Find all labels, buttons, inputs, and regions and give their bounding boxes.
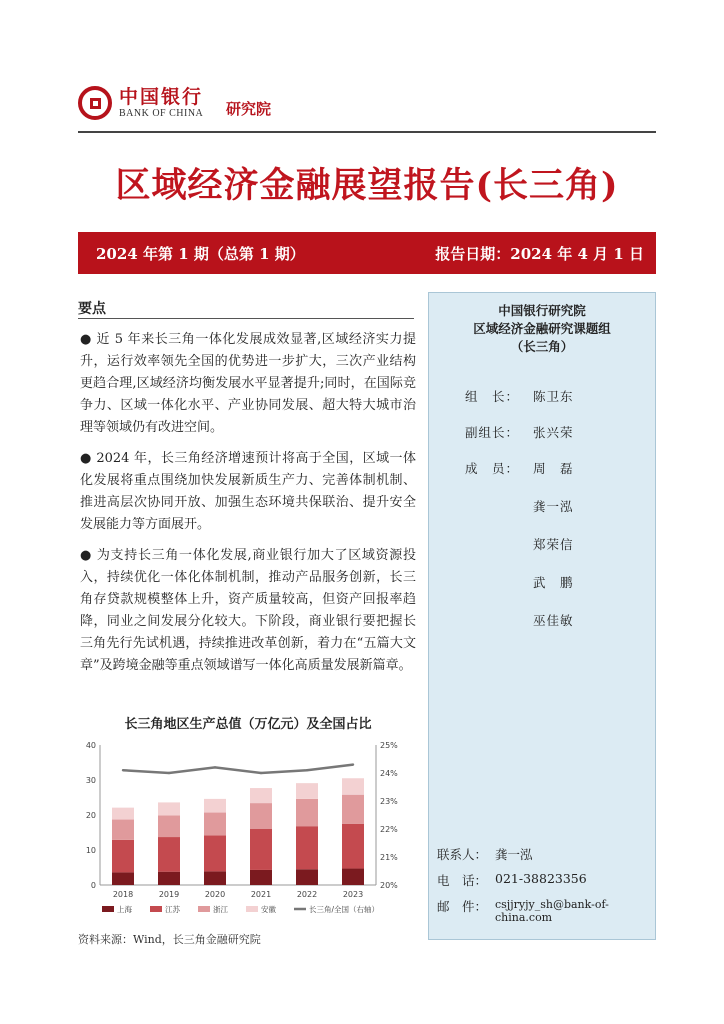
- chart-bar-segment: [112, 872, 134, 885]
- chart-y2-tick-label: 23%: [380, 797, 398, 806]
- chart-line-point: [122, 769, 124, 771]
- member-name: 巫佳敏: [533, 613, 574, 628]
- research-team-panel: [428, 292, 656, 940]
- leader-name: 陈卫东: [533, 389, 574, 404]
- chart-bar-segment: [158, 815, 180, 837]
- chart-bar-segment: [112, 840, 134, 873]
- contact-name: 龚一泓: [495, 847, 533, 862]
- contact-label: 联系人：: [437, 847, 488, 862]
- member-name: 武 鹏: [533, 575, 574, 590]
- chart-line-point: [168, 772, 170, 774]
- chart-bar-segment: [112, 820, 134, 840]
- key-points-list: [80, 329, 416, 686]
- chart-bar-segment: [250, 870, 272, 885]
- chart-y2-tick-label: 25%: [380, 741, 398, 750]
- chart-bar-segment: [158, 802, 180, 815]
- chart-bar-segment: [158, 872, 180, 885]
- chart-source: 资料来源：Wind，长三角金融研究院: [78, 933, 261, 946]
- chart-y-tick-label: 20: [85, 811, 96, 820]
- report-title: 区域经济金融展望报告(长三角): [115, 165, 619, 206]
- chart-series-line: [123, 765, 353, 773]
- chart-y-tick-label: 0: [90, 881, 96, 890]
- chart-x-tick-label: 2023: [342, 890, 364, 899]
- chart-legend-swatch: [198, 906, 210, 912]
- chart-bar-segment: [296, 869, 318, 885]
- key-point-item: ● 近 5 年来长三角一体化发展成效显著,区域经济实力提升，运行效率领先全国的优势进一步扩大，三次产业结构更趋合理,区域经济均衡发展水平显著提升;同时，在国际竞争力、区域一体化水平、产业协同发展、超大特大城市治理等领域仍有改进空间。: [80, 332, 416, 435]
- member-name: 周 磊: [533, 461, 574, 476]
- chart-x-tick-label: 2020: [204, 890, 226, 899]
- gdp-chart: [78, 737, 418, 921]
- header-divider: [78, 131, 656, 133]
- institute-label: 研究院: [226, 100, 272, 118]
- chart-legend-label: 上海: [117, 905, 132, 914]
- panel-org-line3: （长三角）: [510, 339, 574, 354]
- chart-bar-segment: [250, 829, 272, 870]
- chart-legend-label: 长三角/全国（右轴）: [309, 905, 380, 914]
- chart-bar-segment: [342, 824, 364, 869]
- chart-bar-segment: [296, 826, 318, 869]
- panel-org-line2: 区域经济金融研究课题组: [473, 321, 611, 336]
- chart-legend-swatch: [150, 906, 162, 912]
- chart-bar-segment: [296, 799, 318, 826]
- chart-x-tick-label: 2019: [158, 890, 180, 899]
- issue-bar: [78, 232, 656, 274]
- chart-y-tick-label: 10: [85, 846, 96, 855]
- chart-bar-segment: [250, 803, 272, 829]
- chart-title: 长三角地区生产总值（万亿元）及全国占比: [124, 717, 372, 732]
- chart-bar-segment: [342, 795, 364, 824]
- email-address: csjjryjy_sh@bank-of-china.com: [495, 898, 609, 924]
- chart-bar-segment: [342, 778, 364, 794]
- chart-y2-tick-label: 24%: [380, 769, 398, 778]
- deputy-label: 副组长：: [465, 425, 520, 440]
- key-points-heading: 要点: [78, 301, 106, 317]
- chart-line-point: [214, 766, 216, 768]
- panel-org-line1: 中国银行研究院: [498, 303, 586, 318]
- bank-logo: [78, 86, 203, 120]
- key-point-item: ● 为支持长三角一体化发展,商业银行加大了区域资源投入，持续优化一体化体制机制，推动产品服务创新，长三角存贷款规模整体上升，资产质量较高，但资产回报率趋降，同业之间发展分化较大。下阶段，商业银行要把握长三角先行先试机遇，持续推进改革创新，着力在“五篇大文章”及跨境金融等重点领域谱写一体化高质量发展新篇章。: [80, 548, 416, 673]
- report-date: 报告日期：2024 年 4 月 1 日: [435, 245, 644, 263]
- chart-bar-segment: [204, 871, 226, 885]
- chart-x-tick-label: 2018: [112, 890, 134, 899]
- chart-legend-label: 江苏: [165, 905, 180, 914]
- bank-of-china-emblem-icon: [78, 86, 112, 120]
- chart-line-point: [306, 769, 308, 771]
- bank-name-cn: 中国银行: [119, 86, 204, 108]
- chart-x-tick-label: 2021: [250, 890, 272, 899]
- chart-legend-swatch: [246, 906, 258, 912]
- chart-bar-segment: [204, 835, 226, 871]
- chart-bar-segment: [112, 808, 134, 820]
- chart-y-tick-label: 30: [85, 776, 96, 785]
- chart-line-point: [260, 772, 262, 774]
- phone-label: 电 话：: [437, 873, 488, 888]
- chart-bar-segment: [250, 788, 272, 803]
- deputy-name: 张兴荣: [533, 425, 574, 440]
- chart-bar-segment: [296, 783, 318, 799]
- member-name: 龚一泓: [533, 499, 574, 514]
- chart-legend-label: 浙江: [213, 905, 228, 914]
- issue-number: 2024 年第 1 期（总第 1 期）: [96, 245, 305, 263]
- key-point-item: ● 2024 年，长三角经济增速预计将高于全国，区域一体化发展将重点围绕加快发展新质生产力、完善体制机制、推进高层次协同开放、加强生态环境共保联治、提升安全发展能力等方面展开。: [80, 451, 416, 532]
- member-name: 郑荣信: [533, 537, 574, 552]
- chart-x-tick-label: 2022: [296, 890, 318, 899]
- chart-y2-tick-label: 21%: [380, 853, 398, 862]
- chart-bar-segment: [158, 837, 180, 872]
- chart-legend-label: 安徽: [261, 905, 276, 914]
- email-label: 邮 件：: [437, 899, 488, 914]
- chart-bar-segment: [342, 869, 364, 885]
- bank-name-en: BANK OF CHINA: [119, 108, 204, 119]
- members-label: 成 员：: [465, 461, 520, 476]
- key-points-divider: [78, 318, 414, 319]
- chart-y-tick-label: 40: [85, 741, 96, 750]
- chart-bar-segment: [204, 813, 226, 836]
- chart-legend-swatch: [102, 906, 114, 912]
- phone-number: 021-38823356: [495, 871, 587, 886]
- leader-label: 组 长：: [465, 389, 520, 404]
- chart-bar-segment: [204, 799, 226, 813]
- chart-y2-tick-label: 22%: [380, 825, 398, 834]
- chart-line-point: [352, 763, 354, 765]
- chart-y2-tick-label: 20%: [380, 881, 398, 890]
